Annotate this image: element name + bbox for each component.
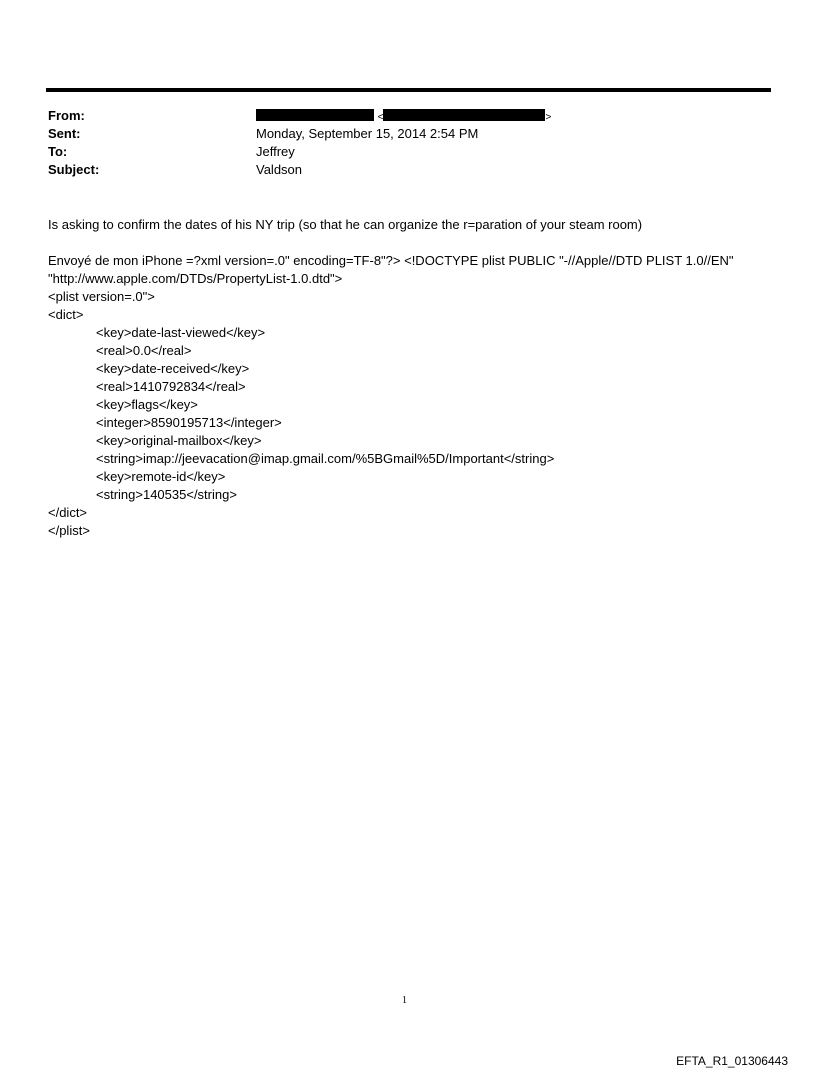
to-label: To: <box>48 144 68 159</box>
plist-entry: <string>imap://jeevacation@imap.gmail.com/%5BGmail%5D/Important</string> <box>96 451 555 466</box>
signature-line: "http://www.apple.com/DTDs/PropertyList-1.0.dtd"> <box>48 271 343 286</box>
plist-entry: <key>original-mailbox</key> <box>96 433 262 448</box>
plist-entry: <real>1410792834</real> <box>96 379 246 394</box>
subject-value: Valdson <box>256 162 303 177</box>
to-value: Jeffrey <box>256 144 295 159</box>
from-close-bracket: > <box>545 112 552 123</box>
from-label: From: <box>48 108 85 123</box>
plist-open: <plist version=.0"> <box>48 289 155 304</box>
plist-entry: <real>0.0</real> <box>96 343 192 358</box>
sent-label: Sent: <box>48 126 81 141</box>
plist-entry: <key>flags</key> <box>96 397 198 412</box>
dict-open: <dict> <box>48 307 84 322</box>
plist-entry: <string>140535</string> <box>96 487 237 502</box>
dict-close: </dict> <box>48 505 88 520</box>
from-open-bracket: < <box>377 112 384 123</box>
redacted-sender-name <box>256 109 374 121</box>
document-id: EFTA_R1_01306443 <box>676 1054 788 1068</box>
plist-entry: <key>date-received</key> <box>96 361 250 376</box>
plist-close: </plist> <box>48 523 90 538</box>
plist-entry: <key>remote-id</key> <box>96 469 226 484</box>
header-rule <box>46 88 771 92</box>
redacted-sender-email <box>383 109 545 121</box>
from-value <box>256 107 551 127</box>
page-number: 1 <box>402 995 407 1006</box>
message-text: Is asking to confirm the dates of his NY trip (so that he can organize the r=paration of your steam room) <box>48 217 643 232</box>
signature-line: Envoyé de mon iPhone =?xml version=.0" encoding=TF-8"?> <!DOCTYPE plist PUBLIC "-//Apple//DTD PLIST 1.0//EN" <box>48 253 734 268</box>
sent-value: Monday, September 15, 2014 2:54 PM <box>256 126 479 141</box>
plist-entry: <integer>8590195713</integer> <box>96 415 282 430</box>
plist-entry: <key>date-last-viewed</key> <box>96 325 266 340</box>
subject-label: Subject: <box>48 162 100 177</box>
